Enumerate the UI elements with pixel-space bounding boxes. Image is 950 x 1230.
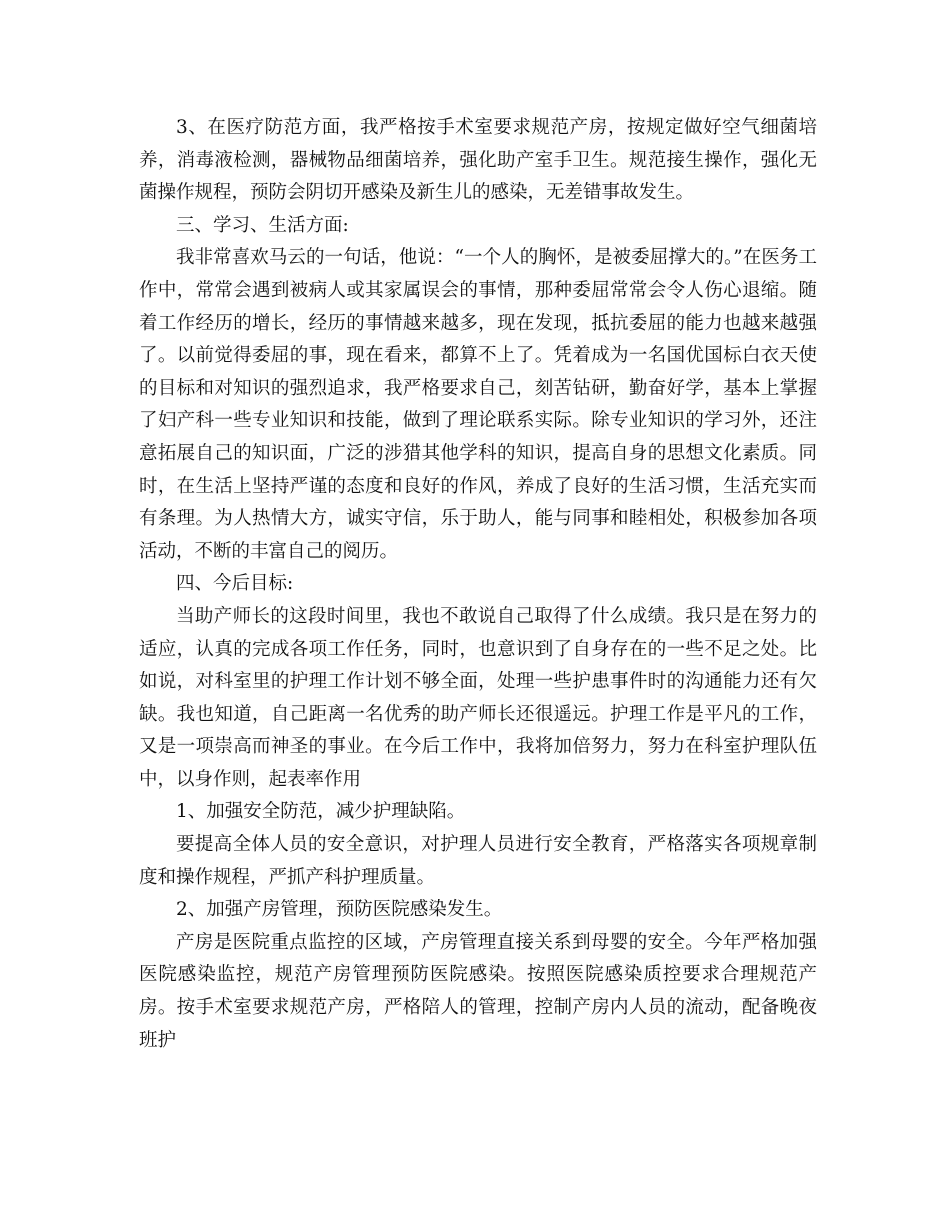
paragraph-future-goals: 当助产师长的这段时间里，我也不敢说自己取得了什么成绩。我只是在努力的适应，认真的完成各项工作任务，同时，也意识到了自身存在的一些不足之处。比如说，对科室里的护理工作计划不够全面，处理一些护患事件时的沟通能力还有欠缺。我也知道，自己距离一名优秀的助产师长还很遥远。护理工作是平凡的工作，又是一项崇高而神圣的事业。在今后工作中，我将加倍努力，努力在科室护理队伍中，以身作则，起表率作用 (139, 605, 817, 790)
section-heading-future-goals: 四、今后目标: (176, 573, 294, 595)
paragraph-medical-prevention: 3、在医疗防范方面，我严格按手术室要求规范产房，按规定做好空气细菌培养，消毒液检测，器械物品细菌培养，强化助产室手卫生。规范接生操作，强化无菌操作规程，预防会阴切开感染及新生儿的感染，无差错事故发生。 (139, 117, 817, 204)
section-heading-study-life: 三、学习、生活方面: (176, 214, 349, 236)
paragraph-study-life: 我非常喜欢马云的一句话，他说：“一个人的胸怀，是被委屈撑大的。”在医务工作中，常常会遇到被病人或其家属误会的事情，那种委屈常常会令人伤心退缩。随着工作经历的增长，经历的事情越来越多，现在发现，抵抗委屈的能力也越来越强了。以前觉得委屈的事，现在看来，都算不上了。凭着成为一名国优国标白衣天使的目标和对知识的强烈追求，我严格要求自己，刻苦钻研，勤奋好学，基本上掌握了妇产科一些专业知识和技能，做到了理论联系实际。除专业知识的学习外，还注意拓展自己的知识面，广泛的涉猎其他学科的知识，提高自身的思想文化素质。同时，在生活上坚持严谨的态度和良好的作风，养成了良好的生活习惯，生活充实而有条理。为人热情大方，诚实守信，乐于助人，能与同事和睦相处，积极参加各项活动，不断的丰富自己的阅历。 (139, 247, 817, 562)
item-heading-safety: 1、加强安全防范，减少护理缺陷。 (176, 801, 466, 823)
item-heading-delivery-room: 2、加强产房管理，预防医院感染发生。 (176, 899, 503, 921)
paragraph-delivery-room: 产房是医院重点监控的区域，产房管理直接关系到母婴的安全。今年严格加强医院感染监控，规范产房管理预防医院感染。按照医院感染质控要求合理规范产房。按手术室要求规范产房，严格陪人的管理，控制产房内人员的流动，配备晚夜班护 (139, 931, 817, 1051)
paragraph-safety: 要提高全体人员的安全意识，对护理人员进行安全教育，严格落实各项规章制度和操作规程，严抓产科护理质量。 (139, 834, 817, 888)
document-body (139, 112, 817, 1057)
